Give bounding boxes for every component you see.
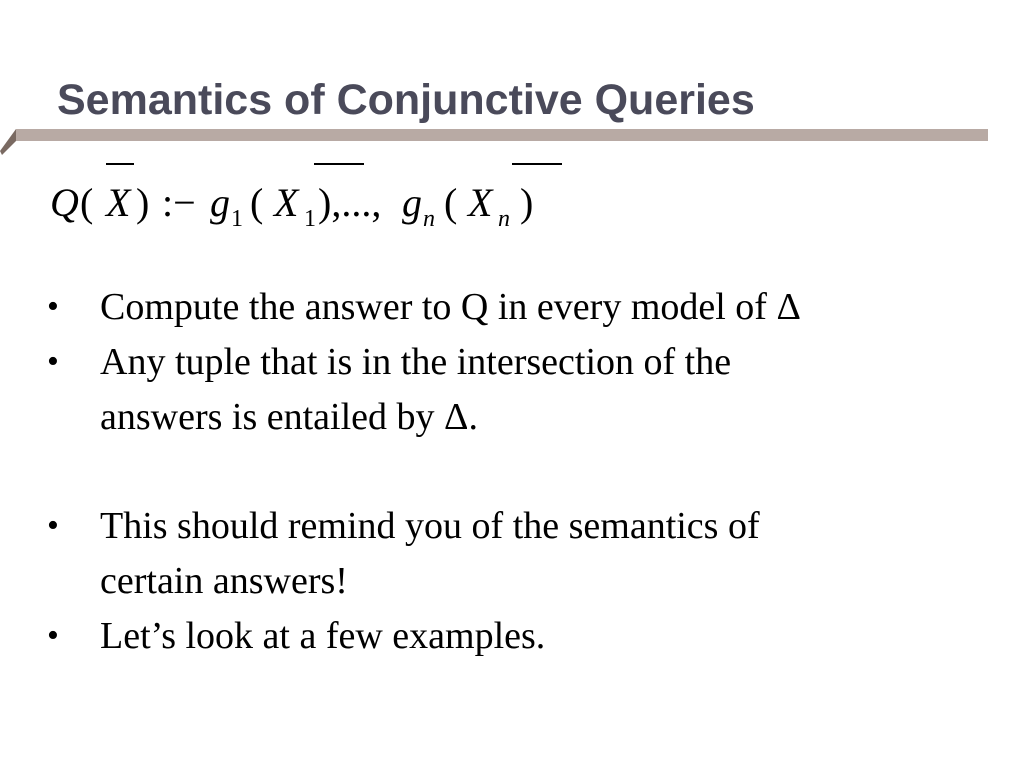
bullet-text: Compute the answer to Q in every model of Δ bbox=[100, 286, 801, 328]
formula-gn: g bbox=[402, 180, 422, 225]
bullet-marker: • bbox=[47, 343, 59, 380]
bullet-marker: • bbox=[47, 288, 59, 325]
bullet-text: answers is entailed by Δ. bbox=[100, 396, 478, 438]
slide-title: Semantics of Conjunctive Queries bbox=[57, 76, 755, 124]
formula-close-paren-1: ) bbox=[136, 180, 150, 225]
bullet-text: certain answers! bbox=[100, 560, 348, 602]
formula-xn-subscript: n bbox=[498, 206, 510, 232]
formula-neck: :− bbox=[162, 180, 196, 225]
bullet-marker: • bbox=[47, 617, 59, 654]
formula-q: Q bbox=[50, 180, 79, 225]
bullet-text: This should remind you of the semantics of bbox=[100, 505, 760, 547]
formula-gn-subscript: n bbox=[423, 206, 435, 232]
formula-open-paren-1: ( bbox=[80, 180, 94, 225]
formula-close-paren-2: ),..., bbox=[318, 180, 382, 225]
formula-open-paren-3: ( bbox=[444, 180, 458, 225]
formula-x1: X bbox=[274, 180, 299, 225]
formula-close-paren-3: ) bbox=[520, 180, 534, 225]
formula-x1-subscript: 1 bbox=[304, 206, 316, 232]
bullet-text: Let’s look at a few examples. bbox=[100, 615, 546, 657]
formula-g1: g bbox=[210, 180, 230, 225]
formula-x: X bbox=[106, 180, 131, 225]
bullet-marker: • bbox=[47, 507, 59, 544]
formula-xn: X bbox=[468, 180, 493, 225]
formula-open-paren-2: ( bbox=[250, 180, 264, 225]
formula-g1-subscript: 1 bbox=[231, 206, 243, 232]
bullet-text: Any tuple that is in the intersection of the bbox=[100, 341, 732, 383]
